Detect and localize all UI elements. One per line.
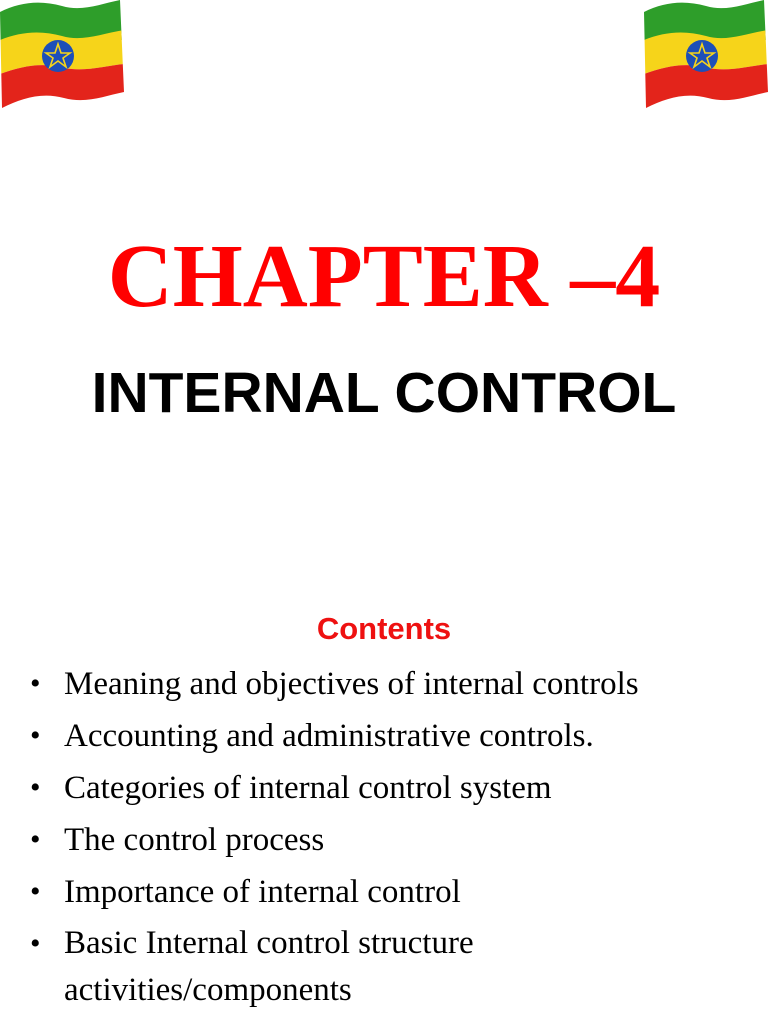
list-item [30, 814, 760, 866]
bullet-icon: • [30, 823, 41, 856]
bullet-icon: • [30, 719, 41, 752]
list-item [30, 762, 760, 814]
list-item [30, 918, 760, 1014]
ethiopian-flag-icon [644, 0, 768, 110]
list-item-text: Categories of internal control system [64, 770, 552, 806]
contents-list [30, 658, 760, 1014]
ethiopian-flag-icon [0, 0, 124, 110]
list-item [30, 866, 760, 918]
chapter-title: CHAPTER –4 [107, 227, 661, 326]
list-item-text: Importance of internal control [64, 874, 461, 910]
contents-heading: Contents [316, 611, 452, 646]
list-item-text: Accounting and administrative controls. [64, 718, 594, 754]
list-item-text: The control process [64, 822, 325, 858]
list-item-text: Basic Internal control structure activities/components [64, 925, 474, 1008]
list-item [30, 658, 760, 710]
list-item-text: Meaning and objectives of internal controls [64, 666, 639, 702]
bullet-icon: • [30, 771, 41, 804]
bullet-icon: • [30, 927, 41, 960]
list-item [30, 710, 760, 762]
bullet-icon: • [30, 875, 41, 908]
bullet-icon: • [30, 667, 41, 700]
chapter-subtitle: INTERNAL CONTROL [91, 361, 677, 425]
